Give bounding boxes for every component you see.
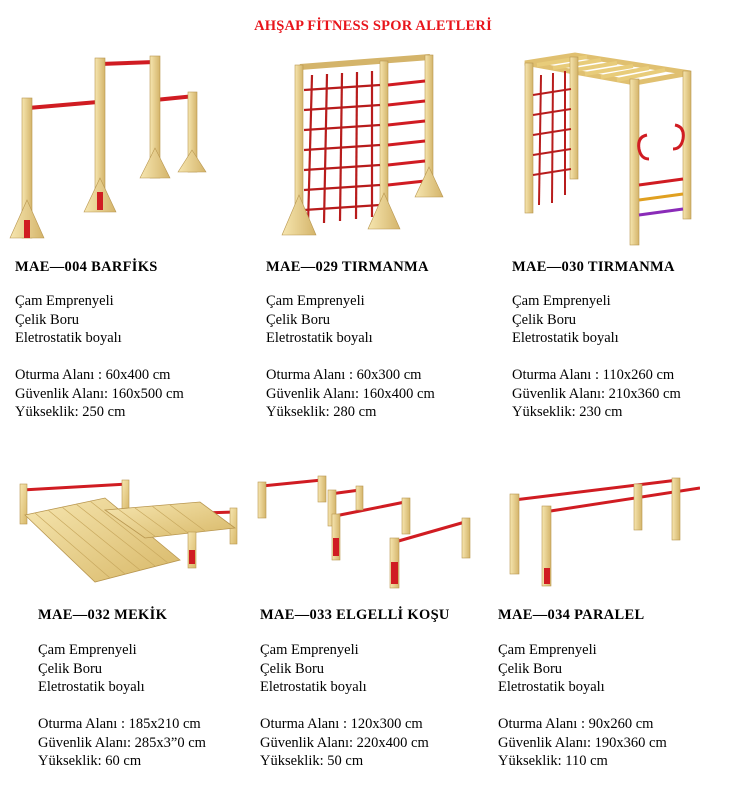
spec-line: Oturma Alanı : 110x260 cm: [512, 367, 675, 383]
material-line: Çam Emprenyeli: [266, 293, 365, 309]
spec-line: Oturma Alanı : 120x300 cm: [260, 716, 423, 732]
paralel-illustration: [500, 472, 700, 592]
spec-line: Oturma Alanı : 60x300 cm: [266, 367, 422, 383]
spec-line: Yükseklik: 280 cm: [266, 404, 377, 420]
material-line: Eletrostatik boyalı: [512, 330, 619, 346]
tirmanma-029-illustration: [270, 45, 450, 245]
product-code: MAE—029 TIRMANMA: [266, 259, 429, 275]
spec-line: Oturma Alanı : 60x400 cm: [15, 367, 171, 383]
spec-line: Güvenlik Alanı: 160x500 cm: [15, 385, 184, 402]
material-line: Eletrostatik boyalı: [266, 330, 373, 346]
spec-line: Güvenlik Alanı: 210x360 cm: [512, 385, 681, 402]
spec-line: Yükseklik: 250 cm: [15, 404, 126, 420]
material-line: Çam Emprenyeli: [15, 293, 114, 309]
product-details: [15, 292, 184, 422]
product-details: [266, 292, 435, 422]
spec-line: Yükseklik: 230 cm: [512, 404, 623, 420]
spec-line: Güvenlik Alanı: 285x3”0 cm: [38, 734, 206, 751]
product-code: MAE—030 TIRMANMA: [512, 259, 675, 275]
mekik-illustration: [10, 470, 250, 590]
product-details: [498, 641, 667, 771]
product-details: [38, 641, 206, 771]
spec-line: Güvenlik Alanı: 160x400 cm: [266, 385, 435, 402]
product-code: MAE—004 BARFİKS: [15, 259, 158, 275]
material-line: Çam Emprenyeli: [498, 642, 597, 658]
material-line: Çelik Boru: [15, 311, 80, 328]
spec-line: Güvenlik Alanı: 190x360 cm: [498, 734, 667, 751]
page-title: AHŞAP FİTNESS SPOR ALETLERİ: [254, 18, 492, 34]
product-code: MAE—033 ELGELLİ KOŞU: [260, 607, 450, 623]
product-details: [512, 292, 681, 422]
material-line: Çelik Boru: [498, 660, 563, 677]
spec-line: Yükseklik: 60 cm: [38, 753, 142, 769]
material-line: Çelik Boru: [512, 311, 577, 328]
spec-line: Yükseklik: 110 cm: [498, 753, 608, 769]
tirmanma-030-illustration: [515, 45, 705, 250]
material-line: Çam Emprenyeli: [260, 642, 359, 658]
spec-line: Oturma Alanı : 185x210 cm: [38, 716, 201, 732]
material-line: Eletrostatik boyalı: [498, 679, 605, 695]
product-code: MAE—034 PARALEL: [498, 607, 645, 623]
material-line: Çelik Boru: [260, 660, 325, 677]
spec-line: Güvenlik Alanı: 220x400 cm: [260, 734, 429, 751]
material-line: Eletrostatik boyalı: [260, 679, 367, 695]
product-code: MAE—032 MEKİK: [38, 607, 168, 623]
product-details: [260, 641, 429, 771]
material-line: Çam Emprenyeli: [38, 642, 137, 658]
elgelli-kosu-illustration: [250, 472, 480, 592]
spec-line: Oturma Alanı : 90x260 cm: [498, 716, 654, 732]
material-line: Çelik Boru: [38, 660, 103, 677]
spec-line: Yükseklik: 50 cm: [260, 753, 364, 769]
material-line: Çam Emprenyeli: [512, 293, 611, 309]
material-line: Eletrostatik boyalı: [15, 330, 122, 346]
material-line: Çelik Boru: [266, 311, 331, 328]
barfiks-illustration: [0, 40, 230, 250]
material-line: Eletrostatik boyalı: [38, 679, 145, 695]
